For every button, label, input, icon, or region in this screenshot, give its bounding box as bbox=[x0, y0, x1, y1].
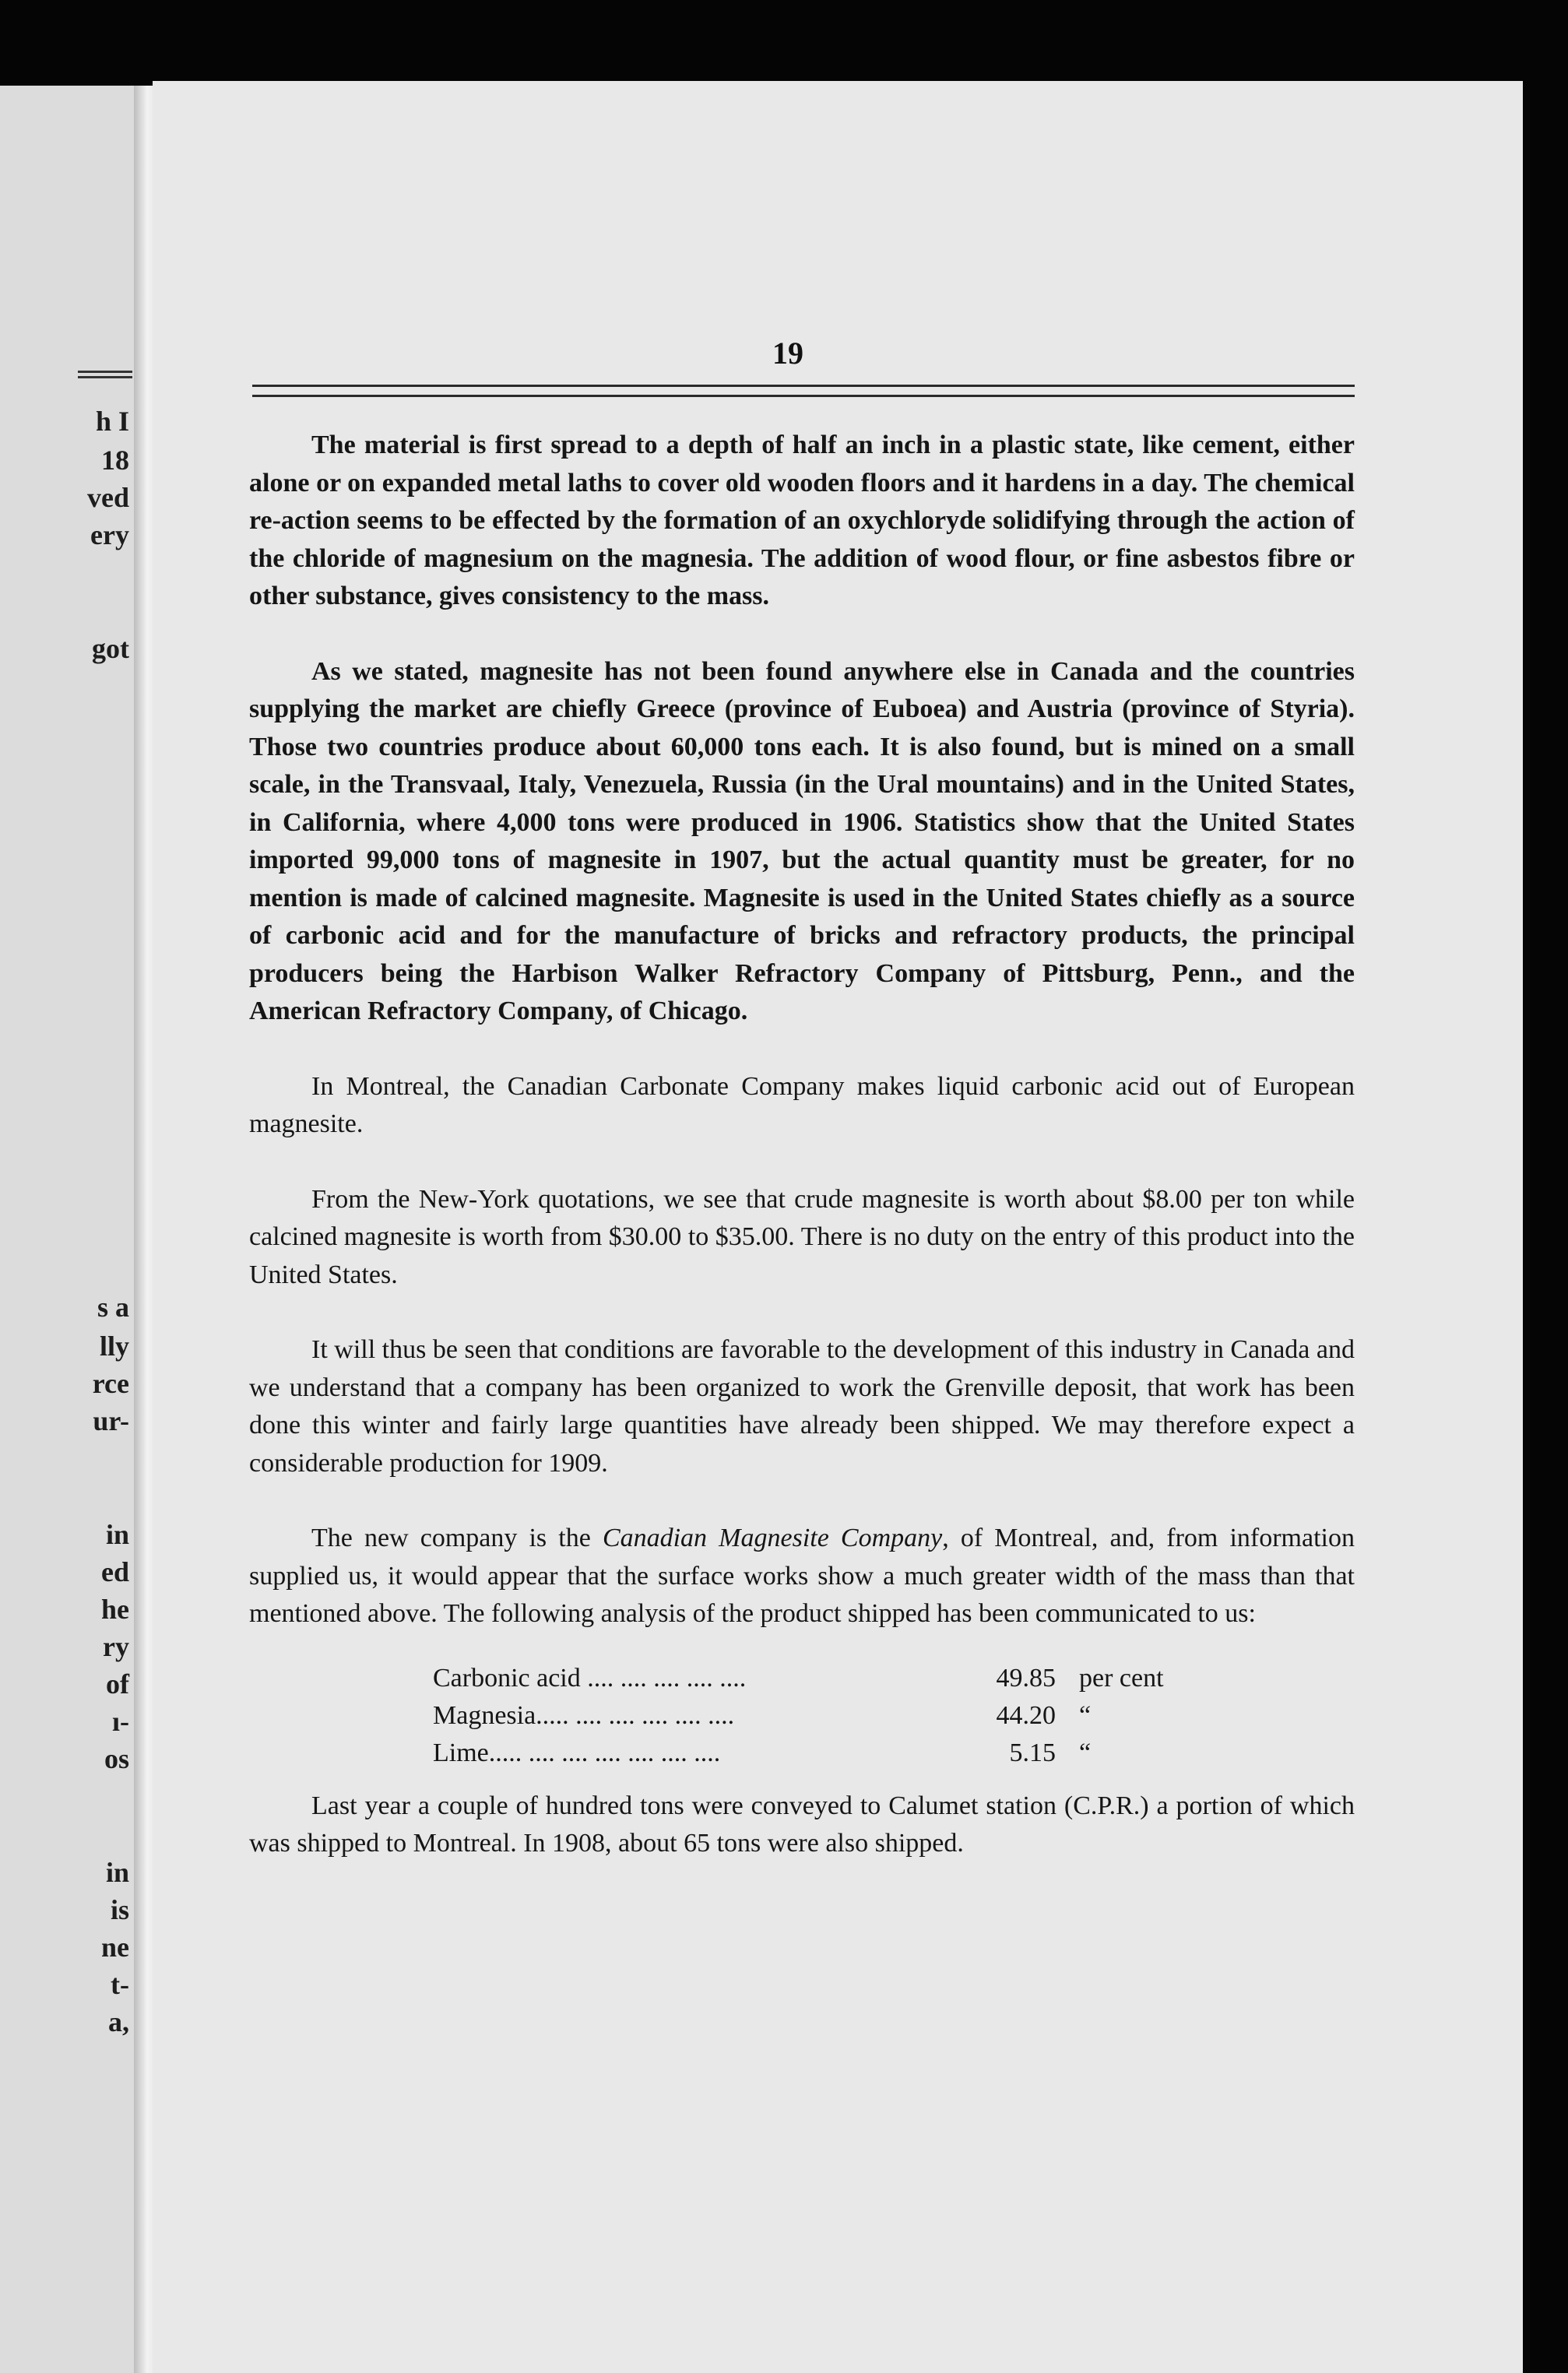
facing-fragment: h I bbox=[95, 406, 129, 437]
paragraph-quotations: From the New-York quotations, we see that crude magnesite is worth about $8.00 per ton while calcined magnesite is worth from $30.00 to $35.00. There is no duty on the entry of this product into the United States. bbox=[249, 1184, 1355, 1289]
analysis-table bbox=[433, 1660, 1164, 1772]
facing-fragment: ur- bbox=[93, 1405, 129, 1436]
facing-fragment: rce bbox=[92, 1368, 129, 1399]
facing-fragment: ery bbox=[90, 519, 129, 550]
facing-fragment: ry bbox=[103, 1631, 129, 1662]
facing-fragment: he bbox=[101, 1594, 129, 1625]
analysis-value: 5.15 bbox=[1009, 1738, 1056, 1767]
header-double-rule bbox=[252, 385, 1355, 397]
facing-fragment: ved bbox=[87, 482, 129, 513]
facing-fragment: is bbox=[110, 1894, 129, 1925]
facing-fragment: in bbox=[105, 1857, 129, 1888]
analysis-unit: “ bbox=[1079, 1700, 1092, 1730]
page-text bbox=[249, 427, 1355, 1900]
facing-fragment: ne bbox=[101, 1932, 129, 1963]
paragraph-industry-outlook: It will thus be seen that conditions are favorable to the development of this industry in Canada and we understand that a company has been organized to work the Grenville deposit, that work has been done this winter and fairly large quantities have already been shipped. We may therefore expect a considerable production for 1909. bbox=[249, 1335, 1355, 1478]
analysis-label: Carbonic acid .... .... .... .... .... bbox=[433, 1663, 747, 1693]
analysis-row bbox=[433, 1735, 1164, 1772]
analysis-row bbox=[433, 1660, 1164, 1697]
paragraph-montreal-carbonate: In Montreal, the Canadian Carbonate Company makes liquid carbonic acid out of European magnesite. bbox=[249, 1071, 1355, 1138]
facing-page-edge bbox=[0, 86, 140, 2373]
analysis-row bbox=[433, 1697, 1164, 1735]
analysis-label: Lime..... .... .... .... .... .... .... bbox=[433, 1738, 721, 1767]
facing-fragment: 18 bbox=[101, 445, 129, 476]
paragraph-new-company bbox=[249, 1520, 1355, 1633]
facing-fragment: lly bbox=[99, 1331, 129, 1362]
facing-fragment: a, bbox=[108, 2006, 129, 2037]
facing-page-rule bbox=[78, 371, 132, 378]
facing-fragment: ed bbox=[101, 1556, 129, 1587]
paragraph-floor-process: The material is first spread to a depth of half an inch in a plastic state, like cement, either alone or on expanded metal laths to cover old wooden floors and it hardens in a day. The chemical re-action seems to be effected by the formation of an oxychloryde solidifying through the action of the chloride of magnesium on the magnesia. The addition of wood flour, or fine asbestos fibre or other substance, gives consistency to the mass. bbox=[249, 431, 1355, 610]
facing-fragment: of bbox=[106, 1668, 129, 1700]
facing-fragment: s a bbox=[97, 1292, 129, 1323]
paragraph-world-production: As we stated, magnesite has not been found anywhere else in Canada and the countries supplying the market are chiefly Greece (province of Euboea) and Austria (province of Styria). Those two countries produce about 60,000 tons each. It is also found, but is mined on a small scale, in the Transvaal, Italy, Venezuela, Russia (in the Ural mountains) and in the United States, in California, where 4,000 tons were produced in 1906. Statistics show that the United States imported 99,000 tons of magnesite in 1907, but the actual quantity must be greater, for no mention is made of calcined magnesite. Magnesite is used in the United States chiefly as a source of carbonic acid and for the manufacture of bricks and refractory products, the principal producers being the Harbison Walker Refractory Company of Pittsburg, Penn., and the American Refractory Company, of Chicago. bbox=[249, 656, 1355, 1025]
analysis-unit: per cent bbox=[1079, 1663, 1164, 1693]
facing-fragment: ı- bbox=[112, 1706, 129, 1737]
company-name: Canadian Magnesite Company bbox=[602, 1524, 943, 1552]
facing-fragment: t- bbox=[111, 1969, 129, 2000]
analysis-value: 44.20 bbox=[996, 1700, 1056, 1730]
facing-fragment: got bbox=[92, 633, 129, 664]
facing-fragment: os bbox=[104, 1743, 129, 1774]
analysis-unit: “ bbox=[1079, 1738, 1092, 1767]
company-text-before: The new company is the bbox=[311, 1524, 603, 1552]
paragraph-shipments: Last year a couple of hundred tons were conveyed to Calumet station (C.P.R.) a portion of which was shipped to Montreal. In 1908, about 65 tons were also shipped. bbox=[249, 1791, 1355, 1858]
company-text-after: , of Montreal, and, from information supplied us, it would appear that the surface works show a much greater width of the mass than that mentioned above. The following analysis of the product shipped has been communicated to us: bbox=[249, 1524, 1355, 1628]
facing-fragment: in bbox=[105, 1519, 129, 1550]
analysis-label: Magnesia..... .... .... .... .... .... bbox=[433, 1700, 735, 1730]
page-number: 19 bbox=[772, 336, 803, 371]
analysis-value: 49.85 bbox=[996, 1663, 1056, 1693]
